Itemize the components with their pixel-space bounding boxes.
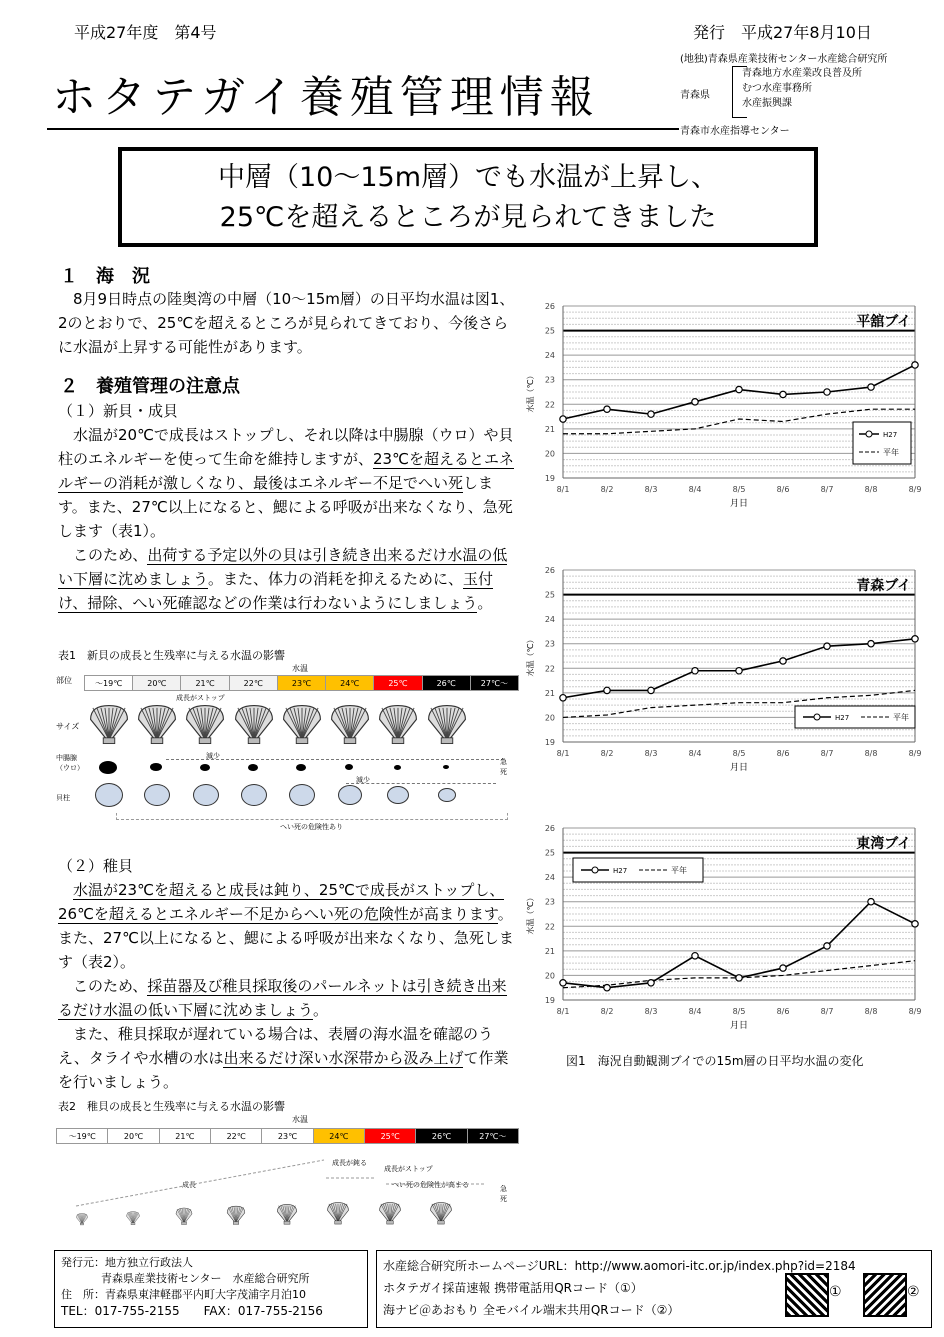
note-risk: へい死の危険性あり [280, 823, 343, 831]
scallop-shell-icon [182, 701, 228, 747]
homepage-url[interactable]: 水産総合研究所ホームページURL：http://www.aomori-itc.or.jp/index.php?id=2184 [383, 1259, 856, 1273]
table-1-temp-cell: 20℃ [132, 675, 181, 691]
x-tick-label: 8/7 [820, 1007, 834, 1016]
x-tick-label: 8/3 [644, 749, 658, 758]
x-tick-label: 8/6 [776, 749, 790, 758]
x-tick-label: 8/5 [732, 749, 746, 758]
y-tick-label: 23 [544, 639, 555, 649]
table-2-temp-cell: 21℃ [159, 1128, 211, 1144]
chart-title: 青森ブイ [856, 578, 911, 594]
adductor-muscle-icon [193, 784, 219, 806]
y-tick-label: 25 [544, 326, 555, 336]
line-chart [523, 292, 933, 512]
y-axis-label: 水温（℃） [526, 635, 535, 677]
x-tick-label: 8/9 [908, 749, 922, 758]
table-2 [56, 1114, 518, 1234]
issue-number: 平成27年度 第4号 [74, 23, 217, 42]
adductor-muscle-icon [144, 784, 170, 806]
scallop-shell-icon [424, 701, 470, 747]
data-point-h27 [824, 389, 830, 395]
x-tick-label: 8/4 [688, 749, 702, 758]
x-tick-label: 8/8 [864, 485, 878, 494]
adductor-muscle-icon [95, 783, 123, 807]
line-chart [523, 556, 933, 776]
line-chart [523, 814, 933, 1034]
x-tick-label: 8/3 [644, 1007, 658, 1016]
scallop-shell-icon [174, 1206, 194, 1226]
y-tick-label: 22 [544, 664, 555, 674]
chart-title: 平舘ブイ [856, 314, 911, 330]
qr-1-mark: ① [829, 1284, 842, 1300]
table-2-temp-cell: 23℃ [261, 1128, 313, 1144]
legend-label-h27: H27 [835, 714, 850, 722]
data-point-h27 [692, 399, 698, 405]
scallop-shell-icon [279, 701, 325, 747]
y-axis-label: 水温（℃） [526, 371, 535, 413]
x-tick-label: 8/8 [864, 749, 878, 758]
x-tick-label: 8/6 [776, 485, 790, 494]
row-label-muscle: 貝柱 [56, 794, 70, 802]
x-tick-label: 8/5 [732, 485, 746, 494]
gland-icon [296, 764, 306, 771]
text-span: 。 [477, 594, 493, 612]
underlined-text: 玉付け、掃除、へい死確認などの作業は行わないようにしましょう [58, 570, 494, 612]
underlined-text: 23℃を超えるとエネルギーの消耗が激しくなり、最後はエネルギー不足でへい死 [58, 450, 514, 492]
data-point-h27 [780, 658, 786, 664]
scallop-shell-icon [377, 1200, 403, 1226]
org-item: 水産振興課 [742, 98, 792, 109]
y-tick-label: 21 [544, 424, 555, 434]
city-org: 青森市水産指導センター [680, 126, 790, 137]
x-tick-label: 8/1 [556, 749, 570, 758]
table-1-temp-cell: 25℃ [373, 675, 422, 691]
data-point-h27 [912, 921, 918, 927]
x-axis-label: 月日 [729, 1021, 749, 1031]
footer-links-box [376, 1250, 932, 1328]
data-point-h27 [604, 406, 610, 412]
x-tick-label: 8/8 [864, 1007, 878, 1016]
y-tick-label: 26 [544, 566, 555, 575]
y-tick-label: 23 [544, 897, 555, 907]
publisher-main: (地独)青森県産業技術センター水産総合研究所 [680, 54, 888, 65]
legend-label-h27: H27 [613, 867, 628, 875]
qr-code-1[interactable] [785, 1273, 829, 1317]
data-point-h27 [692, 668, 698, 674]
y-tick-label: 19 [544, 738, 555, 747]
gland-icon [200, 764, 210, 771]
sub-heading-adult: （１）新貝・成貝 [58, 402, 179, 420]
x-tick-label: 8/2 [600, 1007, 614, 1016]
data-point-h27 [824, 643, 830, 649]
data-point-h27 [604, 687, 610, 693]
row-label-size: サイズ [56, 722, 80, 731]
org-item: 青森地方水産業改良普及所 [742, 68, 862, 79]
data-point-h27 [604, 985, 610, 991]
title-rule [47, 128, 679, 130]
shell-row [84, 701, 518, 747]
paragraph-adult-2 [58, 543, 520, 615]
data-point-h27 [648, 687, 654, 693]
paragraph-juvenile-3 [58, 1022, 520, 1094]
note-decrease-2: 減少 [356, 776, 370, 784]
text-span: また、稚貝採取が遅れている場合は、表層の海水温を確認のうえ、タライや水槽の水は [58, 1025, 494, 1067]
page-title: ホタテガイ養殖管理情報 [52, 72, 600, 123]
y-tick-label: 19 [544, 474, 555, 483]
paragraph-juvenile-2 [58, 974, 520, 1022]
x-tick-label: 8/2 [600, 485, 614, 494]
table-1-row-header: 部位 [56, 676, 72, 685]
note-growth: 成長 [182, 1181, 196, 1189]
paragraph-adult-1 [58, 423, 520, 543]
scallop-shell-icon [231, 701, 277, 747]
table-1-temp-cell: 27℃～ [470, 675, 519, 691]
note-decrease-1: 減少 [206, 752, 220, 760]
underlined-text: 出来るだけ深い水深帯から汲み上げ [223, 1049, 464, 1067]
scallop-shell-icon [225, 1204, 247, 1226]
org-list [742, 66, 862, 111]
data-point-h27 [912, 636, 918, 642]
chart-east-bay-buoy [523, 814, 933, 1034]
x-tick-label: 8/9 [908, 485, 922, 494]
adductor-muscle-icon [289, 784, 315, 806]
y-tick-label: 19 [544, 996, 555, 1005]
data-point-h27 [736, 386, 742, 392]
table-1-temp-cell: 26℃ [422, 675, 471, 691]
chart-hiradate-buoy [523, 292, 933, 512]
note-growth-slow: 成長が鈍る [332, 1159, 367, 1167]
x-tick-label: 8/4 [688, 485, 702, 494]
legend-box [853, 422, 911, 464]
table-1-temp-cell: 23℃ [277, 675, 326, 691]
y-tick-label: 24 [544, 873, 555, 883]
data-point-h27 [736, 975, 742, 981]
section-1-text: 8月9日時点の陸奥湾の中層（10～15m層）の日平均水温は図1、2のとおりで、25℃を超えるところが見られてきており、今後さらに水温が上昇する可能性があります。 [58, 290, 515, 356]
table-2-temp-cell: 27℃～ [467, 1128, 519, 1144]
underlined-text: 水温が23℃を超えると成長は鈍り、25℃で成長がストップし、26℃を超えるとエネルギー不足からへい死の危険性が高まります [58, 881, 505, 923]
y-tick-label: 25 [544, 848, 555, 858]
risk-bracket [116, 813, 508, 820]
x-tick-label: 8/3 [644, 485, 658, 494]
note-growth-stop: 成長がストップ [176, 694, 225, 702]
scallop-shell-icon [75, 1212, 89, 1226]
legend-label-h27: H27 [883, 431, 898, 439]
pref-label: 青森県 [680, 90, 710, 101]
data-point-h27 [780, 391, 786, 397]
chart-title: 東湾ブイ [856, 836, 911, 852]
table-2-temp-cell: ～19℃ [56, 1128, 108, 1144]
data-point-h27 [560, 416, 566, 422]
adductor-muscle-icon [338, 785, 362, 805]
gland-icon [443, 765, 449, 769]
y-tick-label: 26 [544, 824, 555, 833]
org-item: むつ水産事務所 [742, 83, 812, 94]
qr-2-mark: ② [907, 1284, 920, 1300]
issuer-label: 発行元：地方独立行政法人 [61, 1256, 193, 1269]
y-tick-label: 22 [544, 922, 555, 932]
scallop-shell-icon [375, 701, 421, 747]
x-tick-label: 8/4 [688, 1007, 702, 1016]
data-point-h27 [648, 411, 654, 417]
sub-heading-juvenile: （２）稚貝 [58, 857, 134, 875]
data-point-h27 [560, 695, 566, 701]
table-2-temp-cell: 22℃ [210, 1128, 262, 1144]
gland-icon [345, 764, 353, 770]
y-tick-label: 21 [544, 688, 555, 698]
gland-icon [150, 763, 162, 771]
chart-aomori-buoy [523, 556, 933, 776]
table-1-temp-cell: 24℃ [325, 675, 374, 691]
table-1 [56, 663, 518, 843]
x-tick-label: 8/2 [600, 749, 614, 758]
legend-label-normal: 平年 [893, 713, 909, 722]
data-point-h27 [912, 362, 918, 368]
y-tick-label: 21 [544, 946, 555, 956]
x-tick-label: 8/1 [556, 485, 570, 494]
y-tick-label: 26 [544, 302, 555, 311]
table-1-header: 水温 [292, 664, 308, 673]
table-2-header: 水温 [292, 1115, 308, 1124]
issuer-tel-fax: TEL：017-755-2155 FAX：017-755-2156 [61, 1304, 323, 1318]
text-span: て作業を行いましょう。 [58, 1049, 509, 1091]
headline-line-2: 25℃を超えるところが見られてきました [219, 202, 717, 233]
y-tick-label: 20 [544, 449, 555, 459]
underlined-text: 採苗器及び稚貝採取後のパールネットは引き続き出来るだけ水温の低い下層に沈めましょう [58, 977, 507, 1019]
x-tick-label: 8/6 [776, 1007, 790, 1016]
y-tick-label: 22 [544, 400, 555, 410]
muscle-row [84, 783, 518, 809]
underlined-text: 出荷する予定以外の貝は引き続き出来るだけ水温の低い下層に沈めましょう [58, 546, 508, 588]
x-axis-label: 月日 [729, 763, 749, 773]
footer-issuer-box [54, 1250, 368, 1328]
scallop-shell-icon [428, 1200, 454, 1226]
legend-marker-h27 [592, 867, 598, 873]
y-tick-label: 20 [544, 971, 555, 981]
scallop-shell-icon [125, 1210, 141, 1226]
adductor-muscle-icon [241, 784, 267, 806]
paragraph-juvenile-1 [58, 878, 520, 974]
text-span: します。また、27℃以上になると、鰓による呼吸が出来なくなり、急死します（表1）。 [58, 474, 513, 540]
table-2-temp-cell: 24℃ [313, 1128, 365, 1144]
x-tick-label: 8/9 [908, 1007, 922, 1016]
qr-code-2[interactable] [863, 1273, 907, 1317]
note-sudden-death-2: 急 死 [500, 1185, 507, 1203]
legend-label-normal: 平年 [883, 448, 899, 457]
legend-label-normal: 平年 [671, 866, 687, 875]
table-1-temp-cell: 22℃ [229, 675, 278, 691]
issuer-address: 住 所：青森県東津軽郡平内町大字茂浦字月泊10 [61, 1288, 306, 1301]
data-point-h27 [736, 668, 742, 674]
note-growth-stop-2: 成長がストップ [384, 1165, 433, 1173]
scallop-shell-icon [134, 701, 180, 747]
text-span: 。 [313, 1001, 329, 1019]
figure-caption: 図1 海況自動観測ブイでの15m層の日平均水温の変化 [566, 1054, 864, 1068]
section-2-heading: ２ 養殖管理の注意点 [60, 376, 240, 397]
y-tick-label: 24 [544, 615, 555, 625]
gland-icon [99, 761, 117, 774]
text-span: 。また、27℃以上になると、鰓による呼吸が出来なくなり、急死します（表2）。 [58, 905, 514, 971]
text-span: このため、 [73, 977, 148, 995]
x-tick-label: 8/1 [556, 1007, 570, 1016]
table-2-temp-cell: 26℃ [415, 1128, 467, 1144]
issuer-name: 青森県産業技術センター 水産総合研究所 [101, 1272, 310, 1285]
qr-2-label: 海ナビ＠あおもり 全モバイル端末共用QRコード（②） [383, 1303, 680, 1317]
scallop-shell-icon [327, 701, 373, 747]
text-span: 水温が20℃で成長はストップし、それ以降は中腸腺（ウロ）や貝柱のエネルギーを使って生命を維持しますが、 [58, 426, 514, 468]
juvenile-shell-row [56, 1196, 518, 1230]
table-2-caption: 表2 稚貝の成長と生残率に与える水温の影響 [58, 1100, 285, 1113]
data-point-h27 [868, 641, 874, 647]
data-point-h27 [560, 980, 566, 986]
text-span: このため、 [73, 546, 148, 564]
data-point-h27 [868, 899, 874, 905]
issue-date: 発行 平成27年8月10日 [693, 23, 872, 42]
row-label-gland: 中腸腺 （ウロ） [56, 754, 84, 772]
scallop-shell-icon [86, 701, 132, 747]
data-point-h27 [648, 980, 654, 986]
table-2-temp-cell: 20℃ [107, 1128, 159, 1144]
data-point-h27 [692, 953, 698, 959]
table-2-temp-cell: 25℃ [364, 1128, 416, 1144]
scallop-shell-icon [325, 1200, 351, 1226]
scallop-shell-icon [275, 1202, 299, 1226]
gland-row [84, 759, 518, 773]
note-sudden-death: 急 死 [500, 758, 507, 776]
data-point-h27 [824, 943, 830, 949]
y-tick-label: 25 [544, 590, 555, 600]
legend-marker-h27 [814, 714, 820, 720]
adductor-muscle-icon [387, 786, 409, 804]
data-point-h27 [780, 965, 786, 971]
table-1-temp-cell: ～19℃ [84, 675, 133, 691]
table-1-temp-row [84, 675, 518, 691]
headline-box [118, 147, 818, 247]
y-tick-label: 23 [544, 375, 555, 385]
gland-icon [394, 765, 401, 770]
table-2-temp-row [56, 1128, 518, 1144]
section-1-heading: １ 海 況 [60, 266, 150, 287]
x-tick-label: 8/5 [732, 1007, 746, 1016]
table-1-caption: 表1 新貝の成長と生残率に与える水温の影響 [58, 649, 285, 662]
y-tick-label: 24 [544, 351, 555, 361]
table-1-temp-cell: 21℃ [180, 675, 229, 691]
note-risk-2: へい死の危険性が高まる [392, 1181, 469, 1189]
headline-line-1: 中層（10～15m層）でも水温が上昇し、 [217, 162, 718, 193]
qr-1-label: ホタテガイ採苗速報 携帯電話用QRコード（①） [383, 1281, 643, 1295]
data-point-h27 [868, 384, 874, 390]
legend-marker-h27 [866, 431, 872, 437]
text-span: 。また、体力の消耗を抑えるために、 [208, 570, 464, 588]
x-axis-label: 月日 [729, 499, 749, 509]
x-tick-label: 8/7 [820, 749, 834, 758]
adductor-muscle-icon [438, 788, 456, 802]
y-axis-label: 水温（℃） [526, 893, 535, 935]
gland-icon [248, 764, 258, 771]
x-tick-label: 8/7 [820, 485, 834, 494]
y-tick-label: 20 [544, 713, 555, 723]
